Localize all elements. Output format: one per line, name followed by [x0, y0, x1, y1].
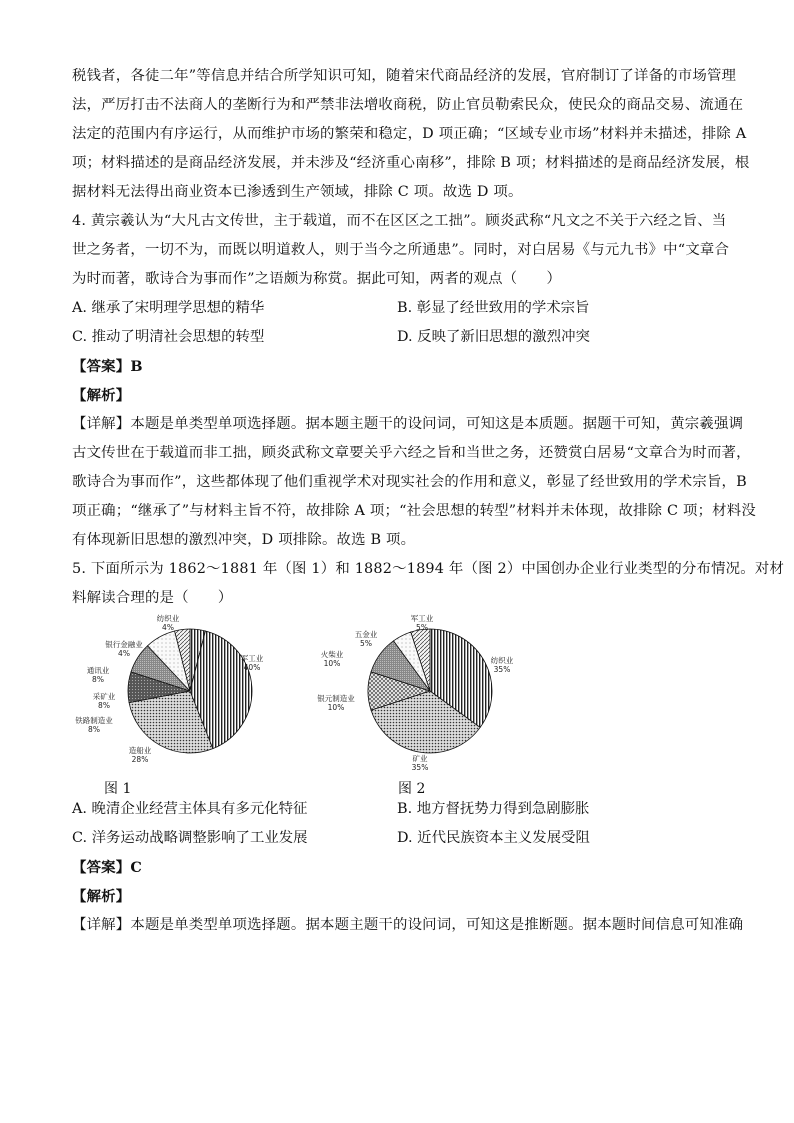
slice-name-label: 铁路制造业	[75, 716, 113, 725]
slice-percent-label: 5%	[416, 623, 428, 632]
slice-percent-label: 10%	[323, 659, 341, 668]
detail-text: 【详解】本题是单类型单项选择题。据本题主题干的设问词，可知这是本质题。据题干可知，黄宗羲强调	[72, 416, 744, 432]
detail-text: 项正确；“继承了”与材料主旨不符，故排除 A 项；“社会思想的转型”材料并未体现，故排除 C 项；材料没	[72, 503, 756, 519]
slice-percent-label: 35%	[411, 763, 429, 772]
option-c: C. 洋务运动战略调整影响了工业发展	[72, 830, 308, 846]
options-row	[72, 795, 728, 824]
figure-2-caption: 图 2	[398, 781, 426, 797]
text-line: 税钱者，各徒二年”等信息并结合所学知识可知，随着宋代商品经济的发展，官府制订了详备的市场管理	[72, 68, 737, 84]
slice-name-label: 采矿业	[92, 692, 116, 701]
slice-name-label: 银行金融业	[105, 640, 143, 649]
question-stem: 5. 下面所示为 1862～1881 年（图 1）和 1882～1894 年（图 2）中国创办企业行业类型的分布情况。对材	[72, 561, 785, 577]
slice-name-label: 银元制造业	[317, 694, 355, 703]
slice-percent-label: 40%	[243, 663, 261, 672]
slice-percent-label: 4%	[162, 623, 174, 632]
slice-percent-label: 8%	[98, 701, 110, 710]
detail-text: 有体现新旧思想的激烈冲突，D 项排除。故选 B 项。	[72, 532, 416, 548]
option-b: B. 地方督抚势力得到急剧膨胀	[397, 801, 590, 817]
detail-text: 歌诗合为事而作”，这些都体现了他们重视学术对现实社会的作用和意义，彰显了经世致用的学术宗旨，B	[72, 474, 747, 490]
slice-name-label: 通讯业	[86, 666, 110, 675]
slice-name-label: 造船业	[128, 746, 152, 755]
options-row	[72, 323, 728, 352]
document-page	[72, 62, 785, 940]
slice-name-label: 纺织业	[490, 656, 514, 665]
previous-explanation	[72, 62, 750, 207]
slice-name-label: 纺织业	[156, 614, 180, 623]
slice-name-label: 军工业	[410, 614, 434, 623]
option-a: A. 继承了宋明理学思想的精华	[72, 300, 265, 316]
text-line: 法，严厉打击不法商人的垄断行为和严禁非法增收商税，防止官员勒索民众，使民众的商品交易、流通在	[72, 97, 744, 113]
question-stem: 料解读合理的是（ ）	[72, 590, 233, 606]
question-4	[72, 207, 756, 555]
analysis-label: 【解析】	[72, 387, 131, 404]
options-row	[72, 294, 728, 323]
option-c: C. 推动了明清社会思想的转型	[72, 329, 265, 345]
slice-percent-label: 4%	[118, 649, 130, 658]
pie-chart-2	[317, 613, 540, 773]
slice-name-label: 五金业	[354, 630, 378, 639]
figure-area	[72, 613, 728, 795]
option-d: D. 近代民族资本主义发展受阻	[397, 830, 590, 846]
text-line: 法定的范围内有序运行，从而维护市场的繁荣和稳定，D 项正确；“区域专业市场”材料并未描述，排除 A	[72, 126, 747, 142]
slice-percent-label: 8%	[92, 675, 104, 684]
question-stem: 世之务者，一切不为，而既以明道救人，则于当今之所通患”。同时，对白居易《与元九书》中“文章合	[72, 242, 730, 258]
option-d: D. 反映了新旧思想的激烈冲突	[397, 329, 590, 345]
option-a: A. 晚清企业经营主体具有多元化特征	[72, 801, 308, 817]
figure-1-caption: 图 1	[104, 781, 132, 797]
slice-name-label: 火柴业	[320, 650, 344, 659]
text-line: 据材料无法得出商业资本已渗透到生产领域，排除 C 项。故选 D 项。	[72, 184, 523, 200]
slice-name-label: 矿业	[412, 754, 428, 763]
slice-percent-label: 10%	[327, 703, 345, 712]
slice-percent-label: 35%	[493, 665, 511, 674]
detail-text: 古文传世在于载道而非工拙，顾炎武称文章要关乎六经之旨和当世之务，还赞赏白居易“文章合为时而著，	[72, 445, 751, 461]
slice-percent-label: 5%	[360, 639, 372, 648]
option-b: B. 彰显了经世致用的学术宗旨	[397, 300, 590, 316]
question-5	[72, 555, 785, 940]
text-line: 项；材料描述的是商品经济发展，并未涉及“经济重心南移”，排除 B 项；材料描述的是商品经济发展，根	[72, 155, 750, 171]
question-stem: 4. 黄宗羲认为“大凡古文传世，主于载道，而不在区区之工拙”。顾炎武称“凡文之不关于六经之旨、当	[72, 213, 727, 229]
answer-label: 【答案】B	[72, 358, 143, 375]
options-row	[72, 824, 728, 853]
question-stem: 为时而著，歌诗合为事而作”之语颇为称赏。据此可知，两者的观点（ ）	[72, 271, 562, 287]
analysis-label: 【解析】	[72, 888, 131, 905]
slice-percent-label: 8%	[88, 725, 100, 734]
detail-text: 【详解】本题是单类型单项选择题。据本题主题干的设问词，可知这是推断题。据本题时间信息可知准确	[72, 917, 744, 933]
answer-label: 【答案】C	[72, 859, 143, 876]
pie-chart-1	[75, 613, 300, 773]
slice-name-label: 军工业	[240, 654, 264, 663]
slice-percent-label: 28%	[131, 755, 149, 764]
